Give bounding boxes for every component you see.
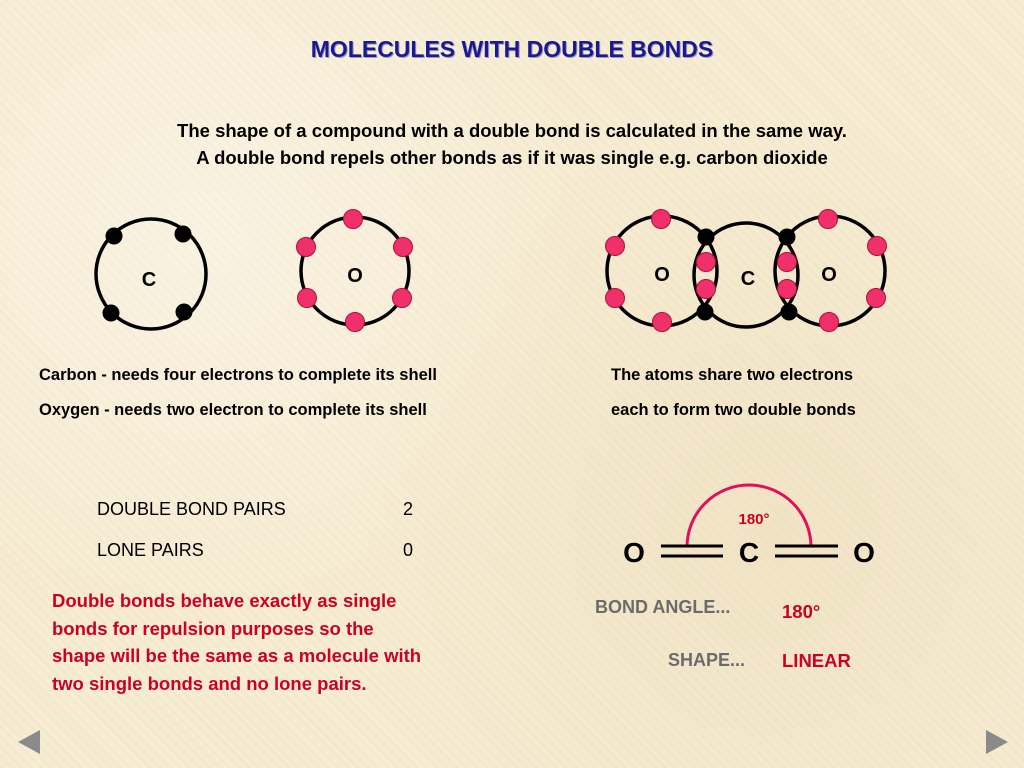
co2-carbon-symbol: C <box>740 268 756 290</box>
co2-left-oxygen-symbol: O <box>654 264 670 286</box>
lone-pairs-label: LONE PAIRS <box>97 540 204 560</box>
shared-oxygen-electron <box>697 253 716 272</box>
shared-carbon-electron <box>779 229 796 246</box>
share-explanation-line-2: each to form two double bonds <box>611 401 856 419</box>
shape-label: SHAPE... <box>668 650 746 670</box>
shared-carbon-electron <box>698 229 715 246</box>
carbon-electron <box>175 226 192 243</box>
oxygen-electron <box>298 289 317 308</box>
co2-oxygen-electron <box>606 237 625 256</box>
carbon-explanation: Carbon - needs four electrons to complete its shell <box>39 366 437 384</box>
co2-oxygen-electron <box>819 210 838 229</box>
carbon-symbol: C <box>141 269 157 291</box>
shared-carbon-electron <box>697 304 714 321</box>
co2-oxygen-electron <box>820 313 839 332</box>
formula-carbon: C <box>738 537 760 568</box>
oxygen-explanation: Oxygen - needs two electron to complete its shell <box>39 401 427 419</box>
carbon-atom <box>96 219 206 329</box>
double-bond-pairs-label: DOUBLE BOND PAIRS <box>97 499 286 519</box>
oxygen-electron <box>346 313 365 332</box>
double-bond-note <box>52 587 522 697</box>
oxygen-electron <box>394 238 413 257</box>
co2-oxygen-electron <box>653 313 672 332</box>
note-line-4: two single bonds and no lone pairs. <box>52 672 367 694</box>
oxygen-atom <box>297 210 413 332</box>
shared-oxygen-electron <box>697 280 716 299</box>
note-line-3: shape will be the same as a molecule with <box>52 645 422 666</box>
lone-pairs-value: 0 <box>403 540 414 560</box>
co2-oxygen-electron <box>867 289 886 308</box>
bond-angle-value: 180° <box>782 601 821 622</box>
co2-oxygen-electron <box>606 289 625 308</box>
intro-line-1: The shape of a compound with a double bond is calculated in the same way. <box>177 120 847 141</box>
shape-value: LINEAR <box>782 650 851 671</box>
oxygen-electron <box>344 210 363 229</box>
shared-carbon-electron <box>781 304 798 321</box>
formula-right-oxygen: O <box>853 537 875 568</box>
oxygen-electron <box>297 238 316 257</box>
co2-right-oxygen-symbol: O <box>821 264 837 286</box>
shared-oxygen-electron <box>778 280 797 299</box>
double-bond-pairs-value: 2 <box>403 499 414 519</box>
bond-angle-arc-label: 180° <box>738 511 770 528</box>
carbon-electron <box>103 305 120 322</box>
oxygen-symbol: O <box>347 265 363 287</box>
oxygen-electron <box>393 289 412 308</box>
co2-electron-diagram <box>606 210 887 332</box>
triangle-left-icon[interactable] <box>18 730 40 754</box>
triangle-right-icon[interactable] <box>986 730 1008 754</box>
share-explanation-line-1: The atoms share two electrons <box>611 366 854 384</box>
note-line-2: bonds for repulsion purposes so the <box>52 617 374 639</box>
co2-oxygen-electron <box>652 210 671 229</box>
bond-angle-label: BOND ANGLE... <box>595 597 731 617</box>
structural-formula <box>623 485 875 568</box>
slide-title: MOLECULES WITH DOUBLE BONDS <box>310 36 714 62</box>
co2-oxygen-electron <box>868 237 887 256</box>
intro-line-2: A double bond repels other bonds as if it was single e.g. carbon dioxide <box>196 147 828 168</box>
carbon-electron <box>176 304 193 321</box>
carbon-electron <box>106 228 123 245</box>
note-line-1: Double bonds behave exactly as single <box>52 590 397 611</box>
shared-oxygen-electron <box>778 253 797 272</box>
formula-left-oxygen: O <box>623 537 645 568</box>
